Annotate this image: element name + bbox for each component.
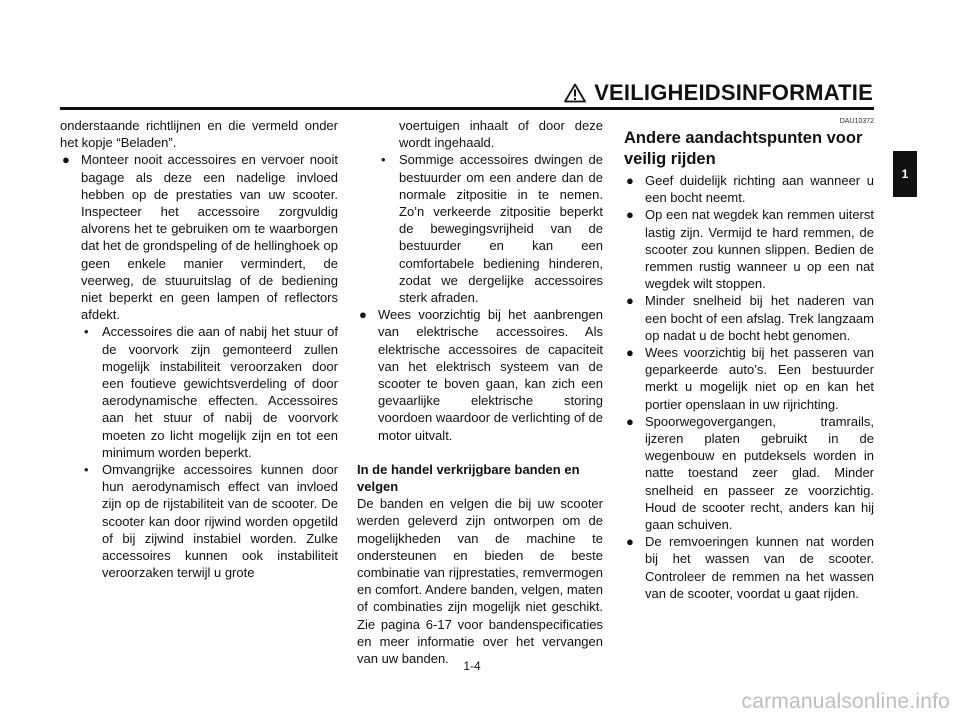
paragraph: De banden en velgen die bij uw scooter werden geleverd zijn ontworpen om de mogelijkheden van de machine te ondersteunen en bieden de beste combinatie van rijprestaties, remvermogen en comfort. Andere banden, velgen, maten of combinaties zijn mogelijk niet geschikt. Zie pagina 6-17 voor bandenspecificaties en meer informatie over het vervangen van uw banden.	[357, 496, 603, 667]
sub-bullet-text: Sommige accessoires dwingen de bestuurder om een andere dan de normale zitpositie in te nemen. Zo’n verkeerde zitpositie beperkt de bewegingsvrijheid van de bestuurder en kan een comfortabele bediening hinderen, zodat we dergelijke accessoires sterk afraden.	[399, 152, 603, 306]
sub-bullet-dot: •	[84, 324, 89, 340]
bullet-dot: ●	[359, 307, 367, 323]
bullet-text: Spoorwegovergangen, tramrails, ijzeren platen gebruikt in de wegenbouw en putdeksels worden in natte toestand zeer glad. Minder snelheid en passeer ze voorzichtig. Houd de scooter recht, anders kan hij gaan schuiven.	[645, 413, 874, 533]
column-1	[60, 117, 338, 581]
bullet-text: Wees voorzichtig bij het passeren van geparkeerde auto’s. Een bestuurder merkt u mogelijk niet op en kan het portier openslaan in uw rijrichting.	[645, 345, 874, 412]
bullet-dot: ●	[626, 207, 634, 223]
sub-bullet-text: Omvangrijke accessoires kunnen door hun aerodynamisch effect van invloed zijn op de rijstabiliteit van de scooter. De scooter kan door rijwind worden opgetild of bij zijwind instabiel worden. Zulke accessoires kunnen ook instabiliteit veroorzaken terwijl u grote	[102, 462, 338, 581]
bullet-text: Geef duidelijk richting aan wanneer u een bocht neemt.	[645, 173, 874, 206]
reference-code: DAU10372	[839, 118, 874, 125]
bullet-list	[624, 172, 874, 602]
bullet-dot: ●	[626, 413, 634, 429]
header-rule	[60, 107, 874, 110]
sub-bullet-dot: •	[84, 462, 89, 478]
list-item	[624, 206, 874, 292]
bullet-text: Monteer nooit accessoires en vervoer nooit bagage als deze een nadelige invloed hebben op de prestaties van uw scooter. Inspecteer het accessoire zorgvuldig alvorens het te gebruiken om te waarborgen dat het de grondspeling of de hellinghoek op geen enkele manier vermindert, de veerweg, de stuuruitslag of de bediening niet beperkt en geen lampen of reflectors afdekt.	[81, 152, 338, 323]
watermark: carmanualsonline.info	[741, 690, 950, 713]
page-header	[549, 80, 873, 106]
list-item	[624, 413, 874, 533]
bullet-text: Minder snelheid bij het naderen van een bocht of een afslag. Trek langzaam op nadat u de bocht hebt genomen.	[645, 293, 874, 343]
sub-bullet-text: Accessoires die aan of nabij het stuur of de voorvork zijn gemonteerd zullen mogelijk instabiliteit veroorzaken door een foutieve gewichtsverdeling of door aerodynamische effecten. Accessoires aan het stuur of nabij de voorvork moeten zo licht mogelijk zijn en tot een minimum worden beperkt.	[102, 324, 338, 460]
bullet-text: Op een nat wegdek kan remmen uiterst lastig zijn. Vermijd te hard remmen, de scooter zou kunnen slippen. Bedien de remmen rustig wanneer u op een nat wegdek wilt stoppen.	[645, 207, 874, 292]
bullet-dot: ●	[626, 293, 634, 309]
section-title: Andere aandachtspunten voor veilig rijden	[624, 129, 863, 168]
list-item	[624, 172, 874, 206]
header-title: VEILIGHEIDSINFORMATIE	[594, 80, 873, 105]
bullet-dot: ●	[626, 345, 634, 361]
sub-bullet-dot: •	[381, 152, 386, 168]
bullet-text: Wees voorzichtig bij het aanbrengen van elektrische accessoires. Als elektrische accessoires de capaciteit van het elektrisch systeem van de scooter te boven gaan, kan zich een gevaarlijke elektrische storing voordoen waardoor de verlichting of de motor uitvalt.	[378, 307, 603, 443]
list-item	[624, 533, 874, 602]
intro-text: onderstaande richtlijnen en die vermeld onder het kopje “Beladen”.	[60, 118, 338, 151]
sub-list-item	[60, 323, 338, 461]
sub-list-item	[357, 151, 603, 306]
page-number: 1-4	[463, 659, 481, 673]
sub-list-item	[60, 461, 338, 581]
continued-text: voertuigen inhaalt of door deze wordt ingehaald.	[399, 118, 603, 151]
list-item	[357, 306, 603, 444]
column-3	[624, 117, 874, 602]
bullet-text: De remvoeringen kunnen nat worden bij het wassen van de scooter. Controleer de remmen na het wassen van de scooter, voordat u gaat rijden.	[645, 534, 874, 601]
bullet-dot: ●	[626, 534, 634, 550]
subheading: In de handel verkrijgbare banden en velgen	[357, 461, 580, 495]
chapter-tab: 1	[893, 151, 917, 197]
column-2	[357, 117, 603, 667]
bullet-dot: ●	[62, 152, 70, 168]
list-item	[624, 344, 874, 413]
warning-triangle-icon	[564, 83, 586, 103]
list-item	[624, 292, 874, 344]
list-item	[60, 151, 338, 323]
bullet-dot: ●	[626, 173, 634, 188]
